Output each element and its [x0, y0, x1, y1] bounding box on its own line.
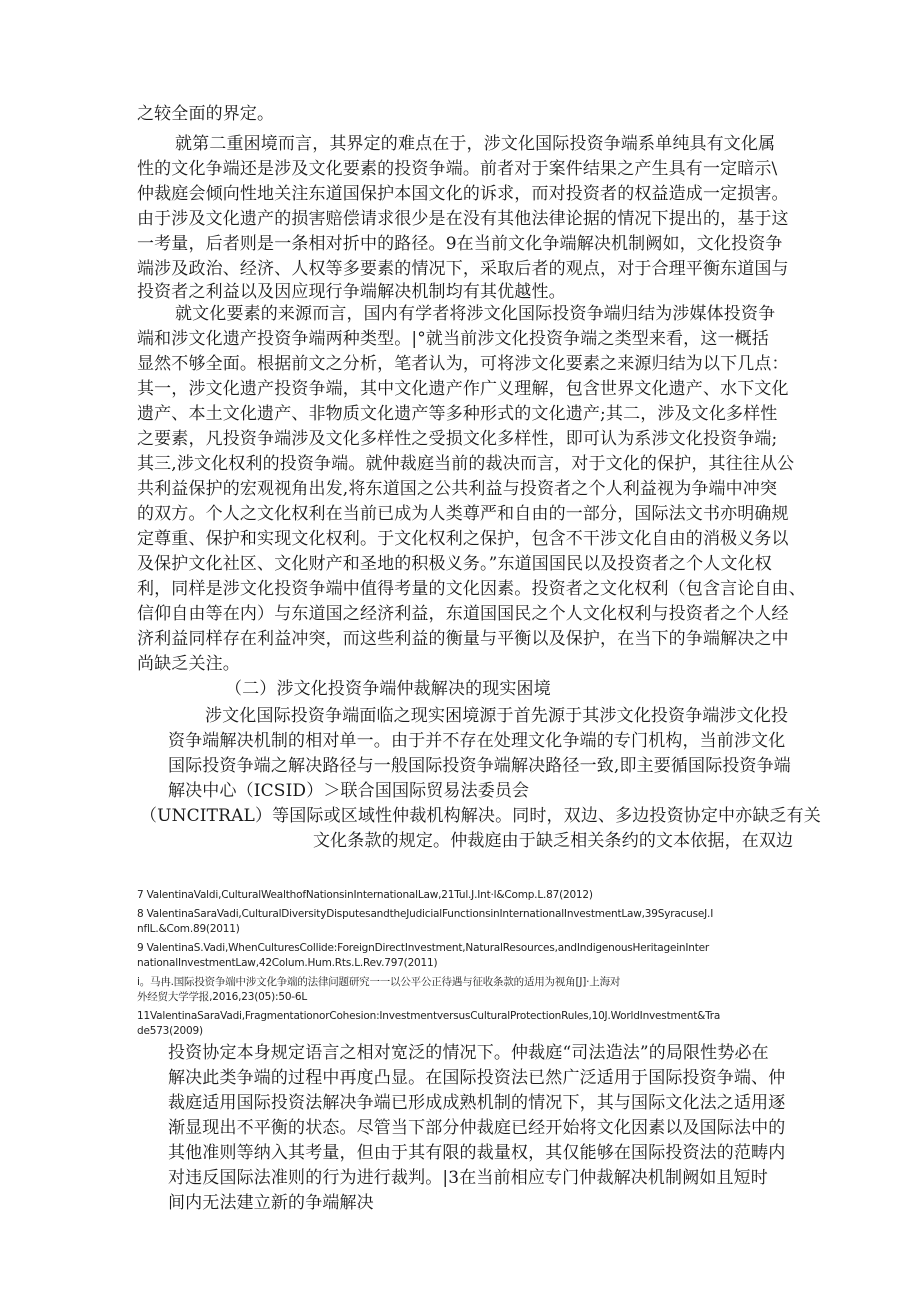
section-heading: （二）涉文化投资争端仲裁解决的现实困境 — [225, 679, 551, 699]
body-line: 显然不够全面。根据前文之分析，笔者认为，可将涉文化要素之来源归结为以下几点： — [137, 354, 789, 374]
footnote-line: nationalInvestmentLaw,42Colum.Hum.Rts.L.Rev.797(2011) — [137, 957, 438, 969]
footnote-line: de573(2009) — [137, 1025, 203, 1037]
body-line: 信仰自由等在内）与东道国之经济利益，东道国国民之个人文化权利与投资者之个人经 — [137, 604, 789, 624]
body-line: 性的文化争端还是涉及文化要素的投资争端。前者对于案件结果之产生具有一定暗示\ — [137, 159, 778, 179]
footnote-line: 9 ValentinaS.Vadi,WhenCulturesCollide:ForeignDirectInvestment,NaturalResources,andIndigenousHeritageinInter — [137, 942, 710, 954]
footnote-line: i。马冉.国际投资争端中涉文化争端的法律问题研究一一以公平公正待遇与征收条款的适用为视角[J]·上海对 — [137, 976, 621, 988]
body-line: 裁庭适用国际投资法解决争端已形成成熟机制的情况下，其与国际文化法之适用逐 — [168, 1093, 786, 1113]
body-line: 国际投资争端之解决路径与一般国际投资争端解决路径一致,即主要循国际投资争端 — [168, 756, 791, 776]
body-line: 文化条款的规定。仲裁庭由于缺乏相关条约的文本依据，在双边 — [313, 831, 794, 851]
body-line: 仲裁庭会倾向性地关注东道国保护本国文化的诉求，而对投资者的权益造成一定损害。 — [137, 184, 789, 204]
body-line: 资争端解决机制的相对单一。由于并不存在处理文化争端的专门机构，当前涉文化 — [168, 731, 786, 751]
body-line: 对违反国际法准则的行为进行裁判。|3在当前相应专门仲裁解决机制阙如且短时 — [168, 1168, 768, 1188]
body-line: 之要素，凡投资争端涉及文化多样性之受损文化多样性，即可认为系涉文化投资争端; — [137, 429, 778, 449]
body-line: 及保护文化社区、文化财产和圣地的积极义务。”东道国国民以及投资者之个人文化权 — [137, 554, 772, 574]
body-line: 投资协定本身规定语言之相对宽泛的情况下。仲裁庭“司法造法”的局限性势必在 — [168, 1043, 769, 1063]
footnote-line: nflL.&Com.89(2011) — [137, 923, 240, 935]
body-line: 遗产、本土文化遗产、非物质文化遗产等多种形式的文化遗产;其二，涉及文化多样性 — [137, 404, 778, 424]
footnote-line: 7 ValentinaValdi,CulturalWealthofNationsinInternationalLaw,21Tul.J.Int·l&Comp.L.87(2012) — [137, 889, 593, 901]
body-line: 就文化要素的来源而言，国内有学者将涉文化国际投资争端归结为涉媒体投资争 — [175, 304, 776, 324]
body-line: 投资者之利益以及因应现行争端解决机制均有其优越性。 — [137, 282, 566, 302]
body-line: 利，同样是涉文化投资争端中值得考量的文化因素。投资者之文化权利（包含言论自由、 — [137, 579, 806, 599]
body-line: 的双方。个人之文化权利在当前已成为人类尊严和自由的一部分，国际法文书亦明确规 — [137, 504, 789, 524]
body-line: 由于涉及文化遗产的损害赔偿请求很少是在没有其他法律论据的情况下提出的，基于这 — [137, 209, 789, 229]
footnote-line: 外经贸大学学报,2016,23(05):50-6L — [137, 991, 308, 1003]
body-line: 其他准则等纳入其考量，但由于其有限的裁量权，其仅能够在国际投资法的范畴内 — [168, 1143, 786, 1163]
body-line: 济利益同样存在利益冲突，而这些利益的衡量与平衡以及保护，在当下的争端解决之中 — [137, 629, 789, 649]
body-line: 其三,涉文化权利的投资争端。就仲裁庭当前的裁决而言，对于文化的保护，其往往从公 — [137, 454, 795, 474]
body-line: 一考量，后者则是一条相对折中的路径。9在当前文化争端解决机制阙如，文化投资争 — [137, 234, 783, 254]
body-line: 共利益保护的宏观视角出发,将东道国之公共利益与投资者之个人利益视为争端中冲突 — [137, 479, 778, 499]
body-line: 之较全面的界定。 — [137, 104, 275, 124]
footnote-line: 11ValentinaSaraVadi,FragmentationorCohesion:InvestmentversusCulturalProtectionRules,10J.WorldInvestment&Tra — [137, 1010, 721, 1022]
body-line: 渐显现出不平衡的状态。尽管当下部分仲裁庭已经开始将文化因素以及国际法中的 — [168, 1118, 786, 1138]
body-line: 解决此类争端的过程中再度凸显。在国际投资法已然广泛适用于国际投资争端、仲 — [168, 1068, 786, 1088]
body-line: （UNCITRAL）等国际或区域性仲裁机构解决。同时，双边、多边投资协定中亦缺乏有关 — [140, 806, 821, 826]
body-line: 涉文化国际投资争端面临之现实困境源于首先源于其涉文化投资争端涉文化投 — [205, 706, 789, 726]
body-line: 解决中心（ICSID）＞联合国国际贸易法委员会 — [168, 781, 530, 801]
footnote-line: 8 ValentinaSaraVadi,CulturalDiversityDisputesandtheJudicialFunctionsinInternationalInvestmentLaw,39SyracuseJ.I — [137, 908, 714, 920]
body-line: 就第二重困境而言，其界定的难点在于，涉文化国际投资争端系单纯具有文化属 — [175, 134, 776, 154]
body-line: 其一，涉文化遗产投资争端，其中文化遗产作广义理解，包含世界文化遗产、水下文化 — [137, 379, 789, 399]
body-line: 间内无法建立新的争端解决 — [168, 1193, 374, 1213]
body-line: 端和涉文化遗产投资争端两种类型。|°就当前涉文化投资争端之类型来看，这一概括 — [137, 329, 769, 349]
body-line: 尚缺乏关注。 — [137, 654, 240, 674]
body-line: 定尊重、保护和实现文化权利。于文化权利之保护，包含不干涉文化自由的消极义务以 — [137, 529, 789, 549]
body-line: 端涉及政治、经济、人权等多要素的情况下，采取后者的观点，对于合理平衡东道国与 — [137, 259, 789, 279]
